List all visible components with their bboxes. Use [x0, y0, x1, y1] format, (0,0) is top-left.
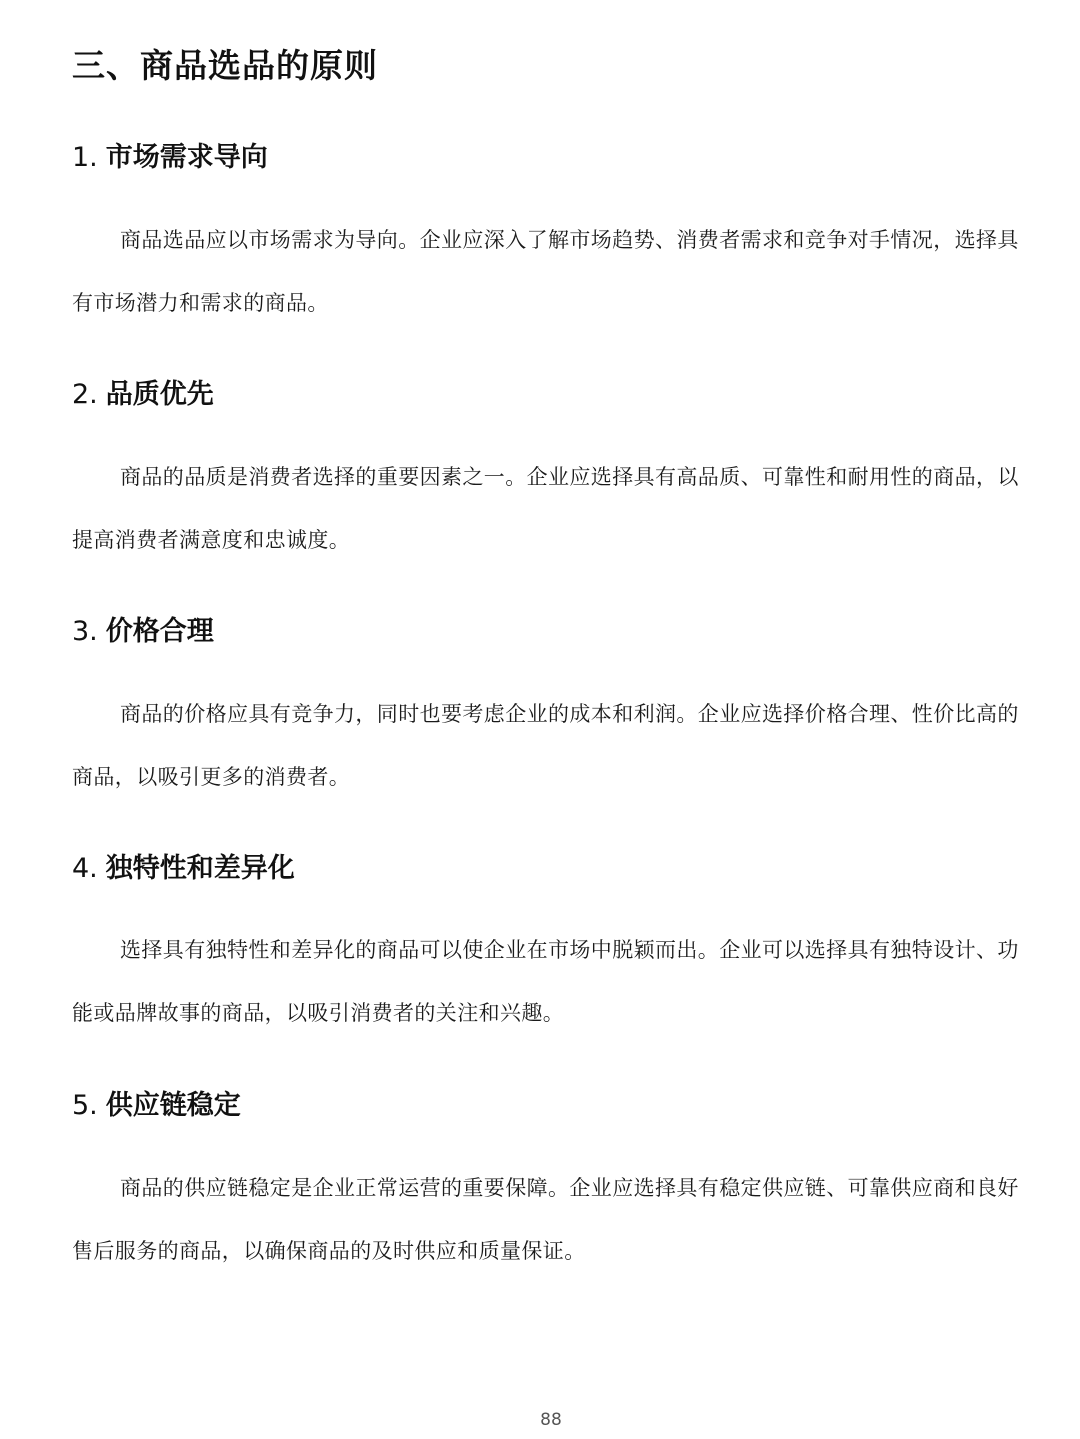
principle-body-5: 商品的供应链稳定是企业正常运营的重要保障。企业应选择具有稳定供应链、可靠供应商和良好售后服务的商品，以确保商品的及时供应和质量保证。: [72, 1176, 1019, 1263]
principle-heading-3: [72, 609, 214, 648]
principle-body-2: 商品的品质是消费者选择的重要因素之一。企业应选择具有高品质、可靠性和耐用性的商品，以提高消费者满意度和忠诚度。: [72, 465, 1019, 552]
principle-heading-2: [72, 372, 214, 411]
principle-body-3: 商品的价格应具有竞争力，同时也要考虑企业的成本和利润。企业应选择价格合理、性价比高的商品，以吸引更多的消费者。: [72, 702, 1019, 789]
principle-number: 1.: [72, 142, 98, 173]
page-number: 88: [540, 1410, 562, 1430]
principle-number: 2.: [72, 379, 98, 410]
principle-heading-5: [72, 1083, 241, 1122]
principle-number: 3.: [72, 616, 98, 647]
principle-heading-text: 价格合理: [105, 616, 214, 647]
principle-heading-4: [72, 846, 295, 885]
principle-body-1: 商品选品应以市场需求为导向。企业应深入了解市场趋势、消费者需求和竞争对手情况，选择具有市场潜力和需求的商品。: [72, 228, 1019, 315]
principle-heading-text: 市场需求导向: [105, 142, 268, 173]
principle-number: 5.: [72, 1090, 98, 1121]
principle-heading-text: 独特性和差异化: [105, 853, 295, 884]
principle-body-4: 选择具有独特性和差异化的商品可以使企业在市场中脱颖而出。企业可以选择具有独特设计、功能或品牌故事的商品，以吸引消费者的关注和兴趣。: [72, 938, 1019, 1025]
principle-heading-text: 供应链稳定: [105, 1090, 241, 1121]
principle-number: 4.: [72, 853, 98, 884]
section-title: 三、商品选品的原则: [72, 46, 378, 85]
principle-heading-1: [72, 135, 268, 174]
principle-heading-text: 品质优先: [105, 379, 214, 410]
